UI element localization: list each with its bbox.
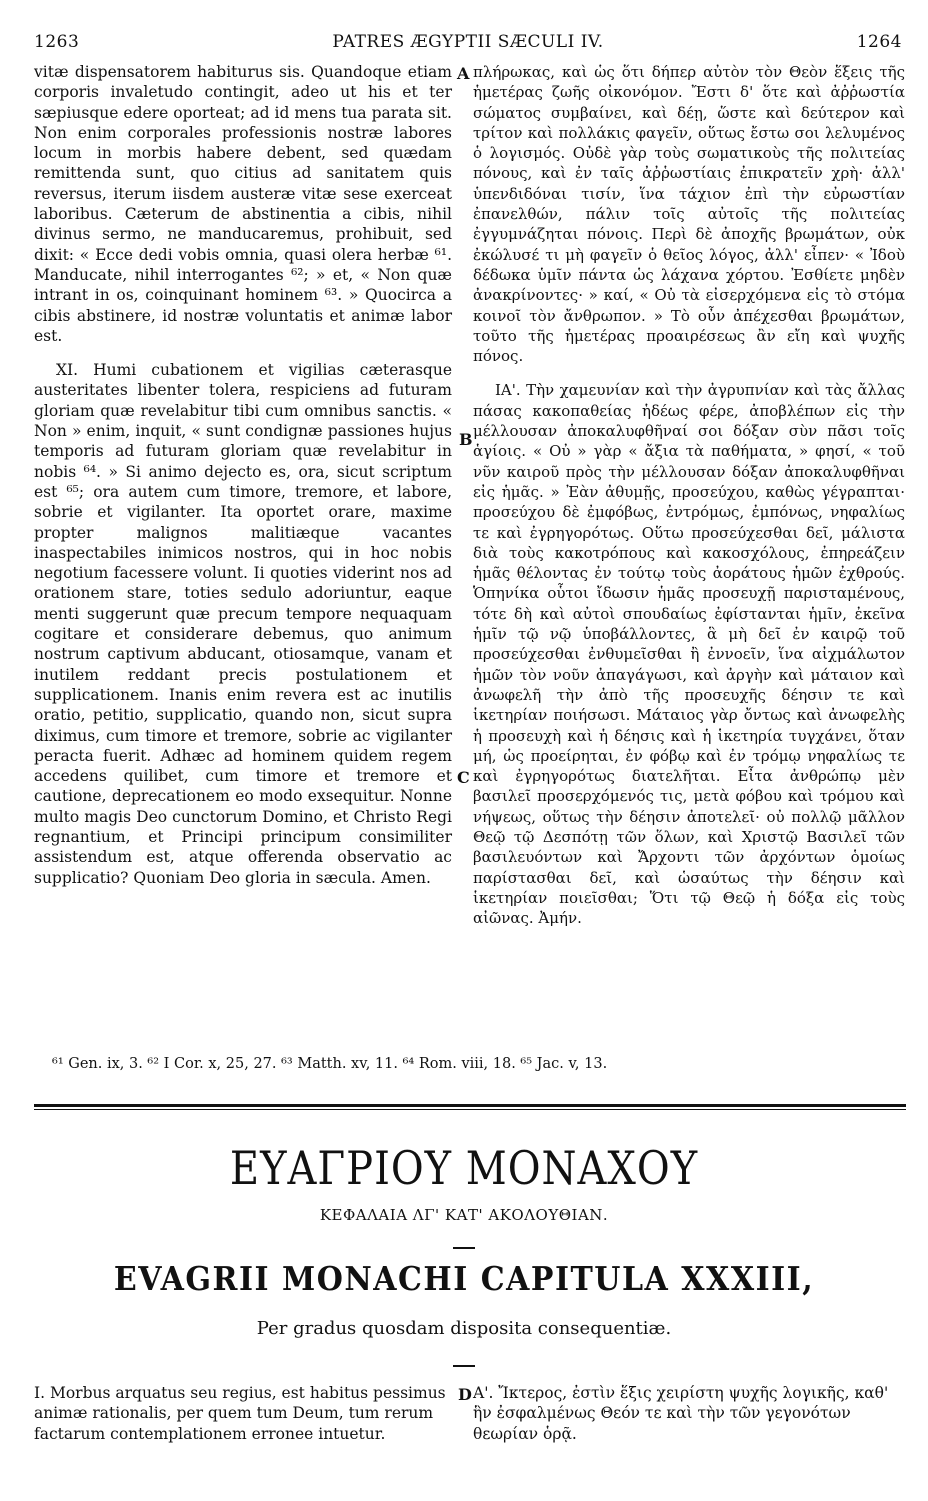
section-divider-thin <box>34 1109 906 1110</box>
greek-chapter-1-column <box>473 1383 905 1444</box>
greek-paragraph-1: πλήρωκας, καὶ ὡς ὅτι δήπερ αὐτὸν τὸν Θεὸν ἕξεις τῆς ἡμετέρας ζωῆς οἰκονόμον. Ἔστι δ' ὅτε καὶ ἀῤῥωστία σώματος συμβαίνει, καὶ δέῃ, ὥστε καὶ δεύτερον καὶ τρίτον καὶ πολλάκις φαγεῖν, οὕτως ἔστω σοι λελυμένος ὁ λογισμός. Οὐδὲ γὰρ τοὺς σωματικοὺς τῆς πολιτείας πόνους, καὶ ἐν ταῖς ἀῤῥωστίαις ἐπικρατεῖν χρὴ· ἀλλ' ὑπενδιδόναι τισίν, ἵνα τάχιον ἐπὶ τὴν εὐρωστίαν ἐπανελθών, πάλιν τοῖς αὐτοῖς τῆς πολιτείας ἐγγυμνάζηται πόνοις. Περὶ δὲ ἀποχῆς βρωμάτων, οὐκ ἐκώλυσέ τι μὴ φαγεῖν ὁ θεῖος λόγος, ἀλλ' εἶπεν· « Ἰδοὺ δέδωκα ὑμῖν πάντα ὡς λάχανα χόρτου. Ἐσθίετε μηδὲν ἀνακρίνοντες· » καί, « Οὐ τὰ εἰσερχόμενα εἰς τὸ στόμα κοινοῖ τὸν ἄνθρωπον. » Τὸ οὖν ἀπέχεσθαι βρωμάτων, τοῦτο τῆς ἡμετέρας προαιρέσεως ἂν εἴη καὶ ψυχῆς πόνος. <box>473 63 905 366</box>
latin-chapter-1: I. Morbus arquatus seu regius, est habitus pessimus animæ rationalis, per quem tum Deum, tum rerum factarum contemplationem erronee intuetur. <box>34 1384 446 1443</box>
section-divider-thick <box>34 1104 906 1107</box>
greek-chapter-1: Α'. Ἴκτερος, ἐστὶν ἕξις χειρίστη ψυχῆς λογικῆς, καθ' ἣν ἐσφαλμένως Θεόν τε καὶ τὴν τῶν γεγονότων θεωρίαν ὁρᾷ. <box>473 1384 889 1443</box>
greek-section-title: ΕΥΑΓΡΙΟΥ ΜΟΝΑΧΟΥ <box>229 1142 699 1196</box>
margin-marker-d: D <box>458 1385 472 1404</box>
latin-paragraph-1: vitæ dispensatorem habiturus sis. Quandoque etiam corporis invaletudo contingit, adeo ut his et ter sæpiusque edere oporteat; ad id mens tua parata sit. Non enim corporales professionis nostræ labores locum in morbis habere debent, sed quædam remittenda sunt, quo citius ad sanitatem quis reversus, iterum iisdem austeræ vitæ sese exerceat laboribus. Cæterum de abstinentia a cibis, nihil divinus sermo, ne manducaremus, prohibuit, sed dixit: « Ecce dedi vobis omnia, quasi olera herbæ ⁶¹. Manducate, nihil interrogantes ⁶²; » et, « Non quæ intrant in os, coinquinant hominem ⁶³. » Quocirca a cibis abstinere, id nostræ voluntatis et animæ labor est. <box>34 63 452 345</box>
greek-column <box>473 62 905 928</box>
margin-marker-c: C <box>457 768 470 787</box>
latin-section-title: EVAGRII MONACHI CAPITULA XXXIII, <box>113 1260 815 1299</box>
latin-column <box>34 62 452 888</box>
short-divider-2 <box>453 1365 475 1367</box>
left-page-number: 1263 <box>34 32 80 52</box>
margin-marker-a: A <box>457 64 470 83</box>
latin-paragraph-2: XI. Humi cubationem et vigilias cæterasque austeritates libenter tolera, respiciens ad futuram gloriam quæ revelabitur tibi cum omnibus sanctis. « Non » enim, inquit, « sunt condignæ passiones hujus temporis ad futuram gloriam quæ revelabitur in nobis ⁶⁴. » Si animo dejecto es, ora, sicut scriptum est ⁶⁵; ora autem cum timore, tremore, et labore, sobrie et vigilanter. Ita oportet orare, maxime propter malignos malitiæque vacantes inaspectabiles inimicos nostros, qui in hoc nobis negotium facessere volunt. Ii quoties viderint nos ad orationem stare, toties sedulo adoriuntur, eaque menti suggerunt quæ precum tempore nequaquam cogitare et considerare debemus, quo animum nostrum captivum abducant, otiosamque, vanam et inutilem reddant precis postulationem et supplicationem. Inanis enim revera est ac inutilis oratio, petitio, supplicatio, quando non, sicut supra diximus, cum timore et tremore, sobrie ac vigilanter peracta fuerit. Adhæc ad hominem quidem regem accedens quilibet, cum timore et tremore et cautione, deprecationem eo modo exsequitur. Nonne multo magis Deo cunctorum Domino, et Christo Regi regnantium, et Principi principum consimiliter assistendum est, atque offerenda observatio ac supplicatio? Quoniam Deo gloria in sæcula. Amen. <box>34 361 452 887</box>
running-head <box>34 32 902 58</box>
latin-chapter-1-column <box>34 1383 452 1444</box>
greek-section-subtitle: ΚΕΦΑΛΑΙΑ ΛΓ' ΚΑΤ' ΑΚΟΛΟΥΘΙΑΝ. <box>319 1206 609 1224</box>
right-page-number: 1264 <box>856 32 902 52</box>
greek-paragraph-2: ΙΑ'. Τὴν χαμευνίαν καὶ τὴν ἀγρυπνίαν καὶ τὰς ἄλλας πάσας κακοπαθείας ἡδέως φέρε, ἀποβλέπων εἰς τὴν μέλλουσαν ἀποκαλυφθῆναί σοι δόξαν σὺν πᾶσι τοῖς ἁγίοις. « Οὐ » γὰρ « ἄξια τὰ παθήματα, » φησί, « τοῦ νῦν καιροῦ πρὸς τὴν μέλλουσαν δόξαν ἀποκαλυφθῆναι εἰς ἡμᾶς. » Ἐὰν ἀθυμῇς, προσεύχου, καθὼς γέγραπται· προσεύχου δὲ ἐμφόβως, ἐντρόμως, ἐμπόνως, νηφαλίως τε καὶ ἐγρηγορότως. Οὕτω προσεύχεσθαι δεῖ, μάλιστα διὰ τοὺς κακοτρόπους καὶ κακοσχόλους, ἐπηρεάζειν ἡμᾶς θέλοντας ἐν τούτῳ τοὺς ἀοράτους ἡμῶν ἐχθρούς. Ὁπηνίκα οὗτοι ἴδωσιν ἡμᾶς προσευχῇ παρισταμένους, τότε δὴ καὶ αὐτοὶ σπουδαίως ἐφίστανται ἡμῖν, ἐκεῖνα ἡμῖν τῷ νῷ ὑποβάλλοντες, ἃ μὴ δεῖ ἐν καιρῷ τοῦ προσεύχεσθαι ἐνθυμεῖσθαι ἢ ἐννοεῖν, ἵνα αἰχμάλωτον ἡμῶν τὸν νοῦν ἀπαγάγωσι, καὶ ἀργὴν καὶ μάταιον καὶ ἀνωφελῆ τὴν ἀπὸ τῆς προσευχῆς δέησιν τε καὶ ἱκετηρίαν ποιήσωσι. Μάταιος γὰρ ὄντως καὶ ἀνωφελὴς ἡ προσευχὴ καὶ ἡ δέησις καὶ ἡ ἱκετηρία τυγχάνει, ὅταν μή, ὡς προείρηται, ἐν φόβῳ καὶ ἐν τρόμῳ νηφαλίως τε καὶ ἐγρηγορότως διατελῆται. Εἶτα ἀνθρώπῳ μὲν βασιλεῖ προσερχόμενός τις, μετὰ φόβου καὶ τρόμου καὶ νήψεως, οὕτως τὴν δέησιν ἀποτελεῖ· οὐ πολλῷ μᾶλλον Θεῷ τῷ Δεσπότῃ τῶν ὅλων, καὶ Χριστῷ Βασιλεῖ τῶν βασιλευόντων καὶ Ἄρχοντι τῶν ἀρχόντων ὁμοίως παρίστασθαι δεῖ, καὶ ὡσαύτως τὴν δέησιν καὶ ἱκετηρίαν ποιεῖσθαι; Ὅτι τῷ Θεῷ ἡ δόξα εἰς τοὺς αἰῶνας. Ἀμήν. <box>473 381 905 928</box>
latin-section-subtitle: Per gradus quosdam disposita consequentiæ. <box>256 1318 672 1339</box>
margin-marker-b: B <box>459 430 473 449</box>
running-title: PATRES ÆGYPTII SÆCULI IV. <box>332 32 604 52</box>
short-divider-1 <box>453 1247 475 1249</box>
footnotes: ⁶¹ Gen. ix, 3. ⁶² I Cor. x, 25, 27. ⁶³ Matth. xv, 11. ⁶⁴ Rom. viii, 18. ⁶⁵ Jac. v, 13. <box>52 1056 608 1072</box>
